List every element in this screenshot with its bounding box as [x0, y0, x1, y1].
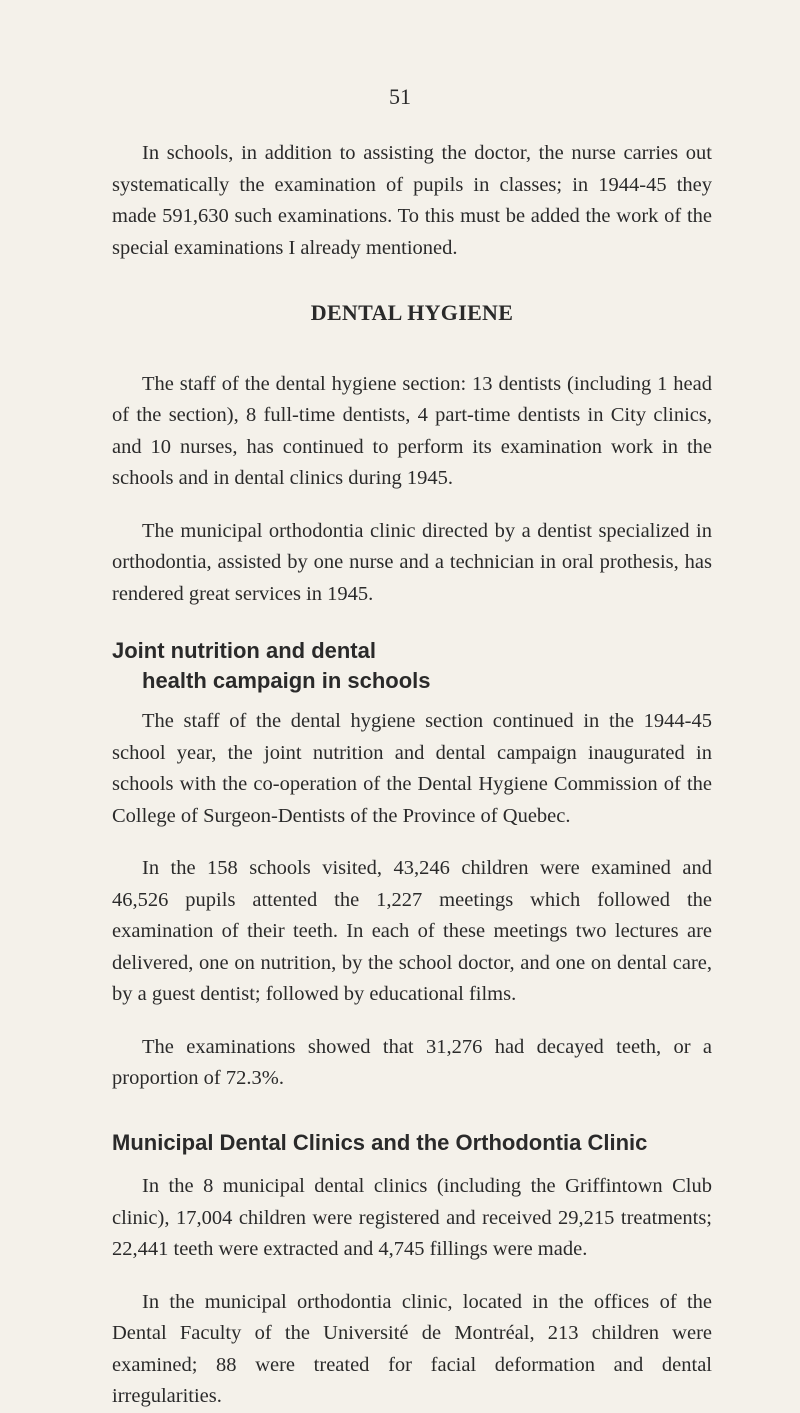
heading-municipal-clinics: Municipal Dental Clinics and the Orthodontia Clinic — [112, 1129, 648, 1155]
page-number: 51 — [389, 84, 411, 109]
paragraph-schools-visited: In the 158 schools visited, 43,246 children were examined and 46,526 pupils attented the 1,227 meetings which followed the examination of their teeth. In each of these meetings two lectures are delivered, one on nutrition, by the school doctor, and one on dental care, by a guest dentist; followed by educational films. — [112, 857, 712, 1005]
heading-joint-campaign-line1: Joint nutrition and dental — [112, 638, 376, 663]
paragraph-decayed-teeth: The examinations showed that 31,276 had decayed teeth, or a proportion of 72.3%. — [112, 1035, 712, 1089]
heading-dental-hygiene: DENTAL HYGIENE — [310, 300, 514, 325]
heading-joint-campaign — [112, 636, 712, 696]
page-body — [112, 138, 712, 1413]
paragraph-municipal-clinics: In the 8 municipal dental clinics (including the Griffintown Club clinic), 17,004 children were registered and received 29,215 treatments; 22,441 teeth were extracted and 4,745 fillings were made. — [112, 1175, 712, 1260]
paragraph-campaign-continued: The staff of the dental hygiene section continued in the 1944-45 school year, the joint nutrition and dental campaign inaugurated in schools with the co-operation of the Dental Hygiene Commission of the College of Surgeon-Dentists of the Province of Quebec. — [112, 710, 712, 827]
heading-joint-campaign-line2: health campaign in schools — [142, 668, 431, 693]
paragraph-orthodontia-clinic: The municipal orthodontia clinic directed by a dentist specialized in orthodontia, assisted by one nurse and a technician in oral prothesis, has rendered great services in 1945. — [112, 519, 712, 605]
paragraph-orthodontia-examined: In the municipal orthodontia clinic, located in the offices of the Dental Faculty of the Université de Montréal, 213 children were examined; 88 were treated for facial deformation and dental irregularities. — [112, 1290, 712, 1407]
paragraph-dental-staff: The staff of the dental hygiene section: 13 dentists (including 1 head of the section), 8 full-time dentists, 4 part-time dentists in City clinics, and 10 nurses, has continued to perform its examination work in the schools and in dental clinics during 1945. — [112, 372, 712, 489]
paragraph-nurse-examinations: In schools, in addition to assisting the doctor, the nurse carries out systematically the examination of pupils in classes; in 1944-45 they made 591,630 such examinations. To this must be added the work of the special examinations I already mentioned. — [112, 142, 712, 259]
